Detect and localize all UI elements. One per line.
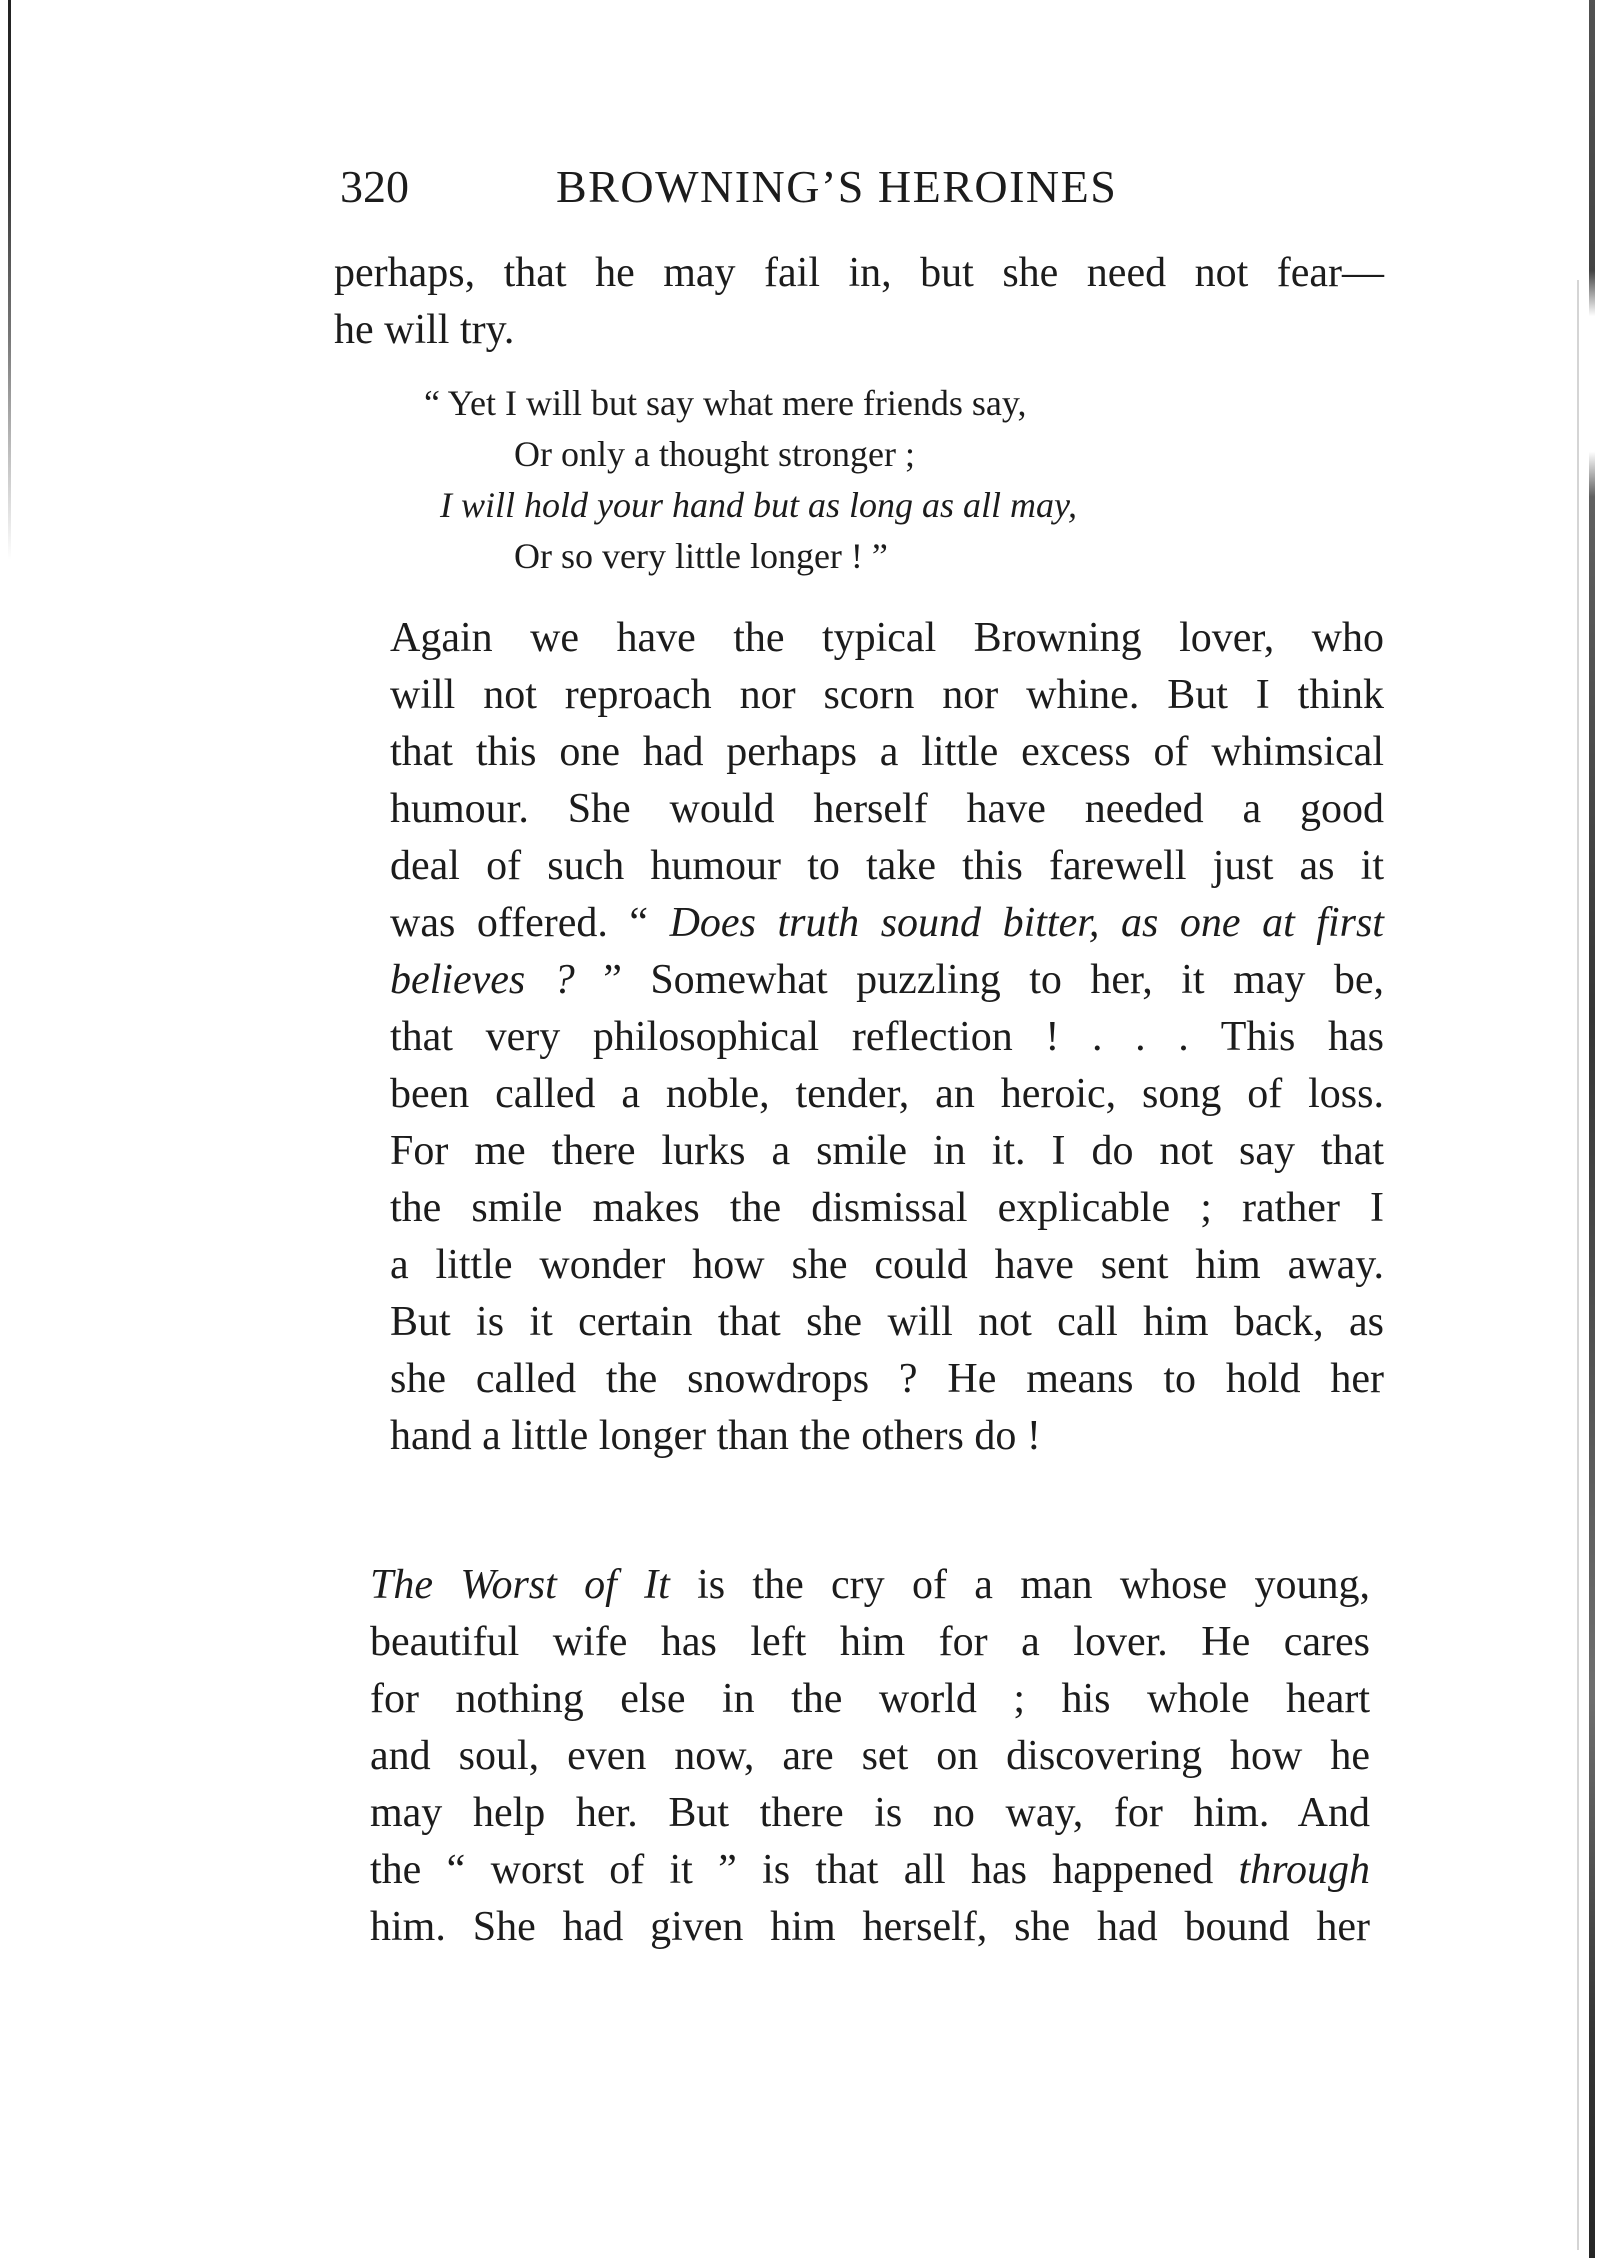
verse-line: Or only a thought stronger ; bbox=[514, 434, 915, 474]
text-line: Again we have the typical Browning lover, who bbox=[390, 615, 1384, 661]
emphasis-italic: through bbox=[1238, 1847, 1370, 1893]
text-line: she called the snowdrops ? He means to hold her bbox=[390, 1356, 1384, 1402]
text-line bbox=[334, 952, 1384, 1009]
text-run: is the cry of a man whose young, bbox=[669, 1562, 1370, 1608]
text-line bbox=[326, 1842, 1370, 1899]
text-line: a little wonder how she could have sent him away. bbox=[390, 1242, 1384, 1288]
scan-edge-right-shadow bbox=[1577, 280, 1579, 2250]
verse-quotation bbox=[424, 378, 1340, 582]
verse-line: Or so very little longer ! ” bbox=[514, 536, 888, 576]
text-run: the “ worst of it ” is that all has happened bbox=[370, 1847, 1239, 1893]
verse-line bbox=[440, 480, 1340, 531]
text-line bbox=[334, 895, 1384, 952]
text-line: that this one had perhaps a little excess of whimsical bbox=[390, 729, 1384, 775]
text-line: beautiful wife has left him for a lover. He cares bbox=[370, 1619, 1370, 1665]
text-line: may help her. But there is no way, for him. And bbox=[370, 1790, 1370, 1836]
text-line: him. She had given him herself, she had bound her bbox=[370, 1904, 1370, 1950]
text-line: hand a little longer than the others do ! bbox=[390, 1413, 1041, 1459]
verse-line-italic: I will hold your hand but as long as all may, bbox=[440, 485, 1078, 525]
running-title: BROWNING’S HEROINES bbox=[556, 161, 1118, 212]
text-line: been called a noble, tender, an heroic, song of loss. bbox=[390, 1071, 1384, 1117]
text-line: for nothing else in the world ; his whole heart bbox=[370, 1676, 1370, 1722]
text-line: and soul, even now, are set on discovering how he bbox=[370, 1733, 1370, 1779]
text-line: will not reproach nor scorn nor whine. But I think bbox=[390, 672, 1384, 718]
text-line: deal of such humour to take this farewell just as it bbox=[390, 843, 1384, 889]
text-line: For me there lurks a smile in it. I do not say that bbox=[390, 1128, 1384, 1174]
text-line: that very philosophical reflection ! . . . This has bbox=[390, 1014, 1384, 1060]
text-line: he will try. bbox=[334, 307, 515, 353]
text-line: the smile makes the dismissal explicable ; rather I bbox=[390, 1185, 1384, 1231]
text-line: But is it certain that she will not call him back, as bbox=[390, 1299, 1384, 1345]
text-line: perhaps, that he may fail in, but she need not fear— bbox=[334, 250, 1384, 296]
paragraph-worst-of-it bbox=[326, 1557, 1370, 1956]
paragraph-continuation bbox=[334, 245, 1384, 359]
quoted-italic: Does truth sound bitter, as one at first bbox=[669, 900, 1384, 946]
paragraph-browning-lover bbox=[334, 610, 1384, 1465]
text-line: humour. She would herself have needed a good bbox=[390, 786, 1384, 832]
text-line bbox=[326, 1557, 1370, 1614]
text-run: ” Somewhat puzzling to her, it may be, bbox=[574, 957, 1385, 1003]
text-run: was offered. “ bbox=[390, 900, 670, 946]
quoted-italic: believes ? bbox=[390, 957, 575, 1003]
page-number: 320 bbox=[340, 161, 409, 212]
page-header bbox=[340, 160, 1400, 220]
scan-edge-right bbox=[1589, 0, 1595, 2258]
poem-title-italic: The Worst of It bbox=[370, 1562, 670, 1608]
verse-line: “ Yet I will but say what mere friends say, bbox=[424, 383, 1027, 423]
scan-edge-left bbox=[8, 0, 11, 560]
